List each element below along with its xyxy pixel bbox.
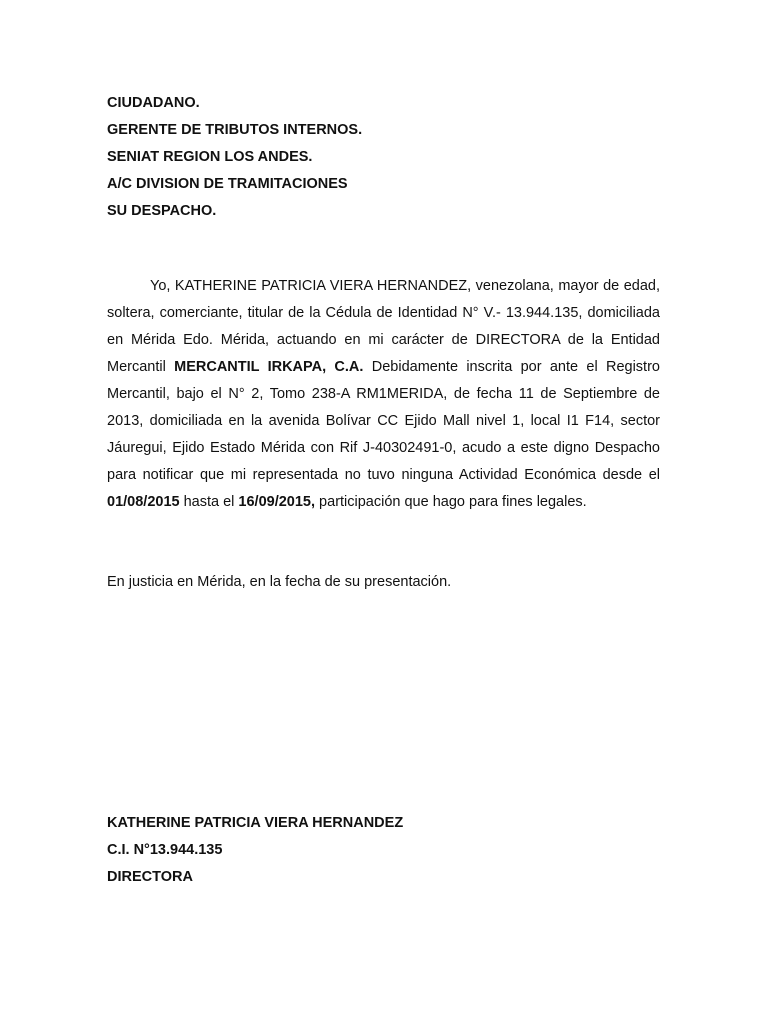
closing-line: En justicia en Mérida, en la fecha de su presentación. [107,574,452,590]
addressee-line-ciudadano: CIUDADANO. [107,95,200,111]
body-text-registration: Debidamente inscrita por ante el Registro Mercantil, bajo el N° 2, Tomo 238-A RM1MERIDA, de fecha 11 de Septiembre de 2013, domiciliada en la avenida Bolívar CC Ejido Mall nivel 1, local I1 F14, sector Jáuregui, Ejido Estado Mérida con Rif J-40302491-0, acudo a este digno Despacho para notificar que mi representada no tuvo ninguna Actividad Económica desde el [107,359,660,483]
date-from: 01/08/2015 [107,494,180,510]
addressee-line-seniat: SENIAT REGION LOS ANDES. [107,149,313,165]
signatory-title: DIRECTORA [107,869,193,885]
body-text-intro: Yo, KATHERINE PATRICIA VIERA HERNANDEZ, venezolana, mayor de edad, soltera, comerciante, titular de la Cédula de Identidad N° V.- 13.944.135, domiciliada en Mérida Edo. Mérida, actuando en mi carácter de DIRECTORA de la Entidad Mercantil [107,278,660,375]
body-text-closing: participación que hago para fines legales. [315,494,587,510]
date-to: 16/09/2015, [238,494,316,510]
addressee-block [107,90,667,225]
signatory-id: C.I. N°13.944.135 [107,842,223,858]
body-text-until: hasta el [179,494,239,510]
body-paragraph [107,273,660,516]
addressee-line-despacho: SU DESPACHO. [107,203,217,219]
addressee-line-gerente: GERENTE DE TRIBUTOS INTERNOS. [107,122,363,138]
addressee-line-division: A/C DIVISION DE TRAMITACIONES [107,176,348,192]
signatory-name: KATHERINE PATRICIA VIERA HERNANDEZ [107,815,404,831]
company-name: MERCANTIL IRKAPA, C.A. [174,359,364,375]
signature-block [107,810,667,891]
